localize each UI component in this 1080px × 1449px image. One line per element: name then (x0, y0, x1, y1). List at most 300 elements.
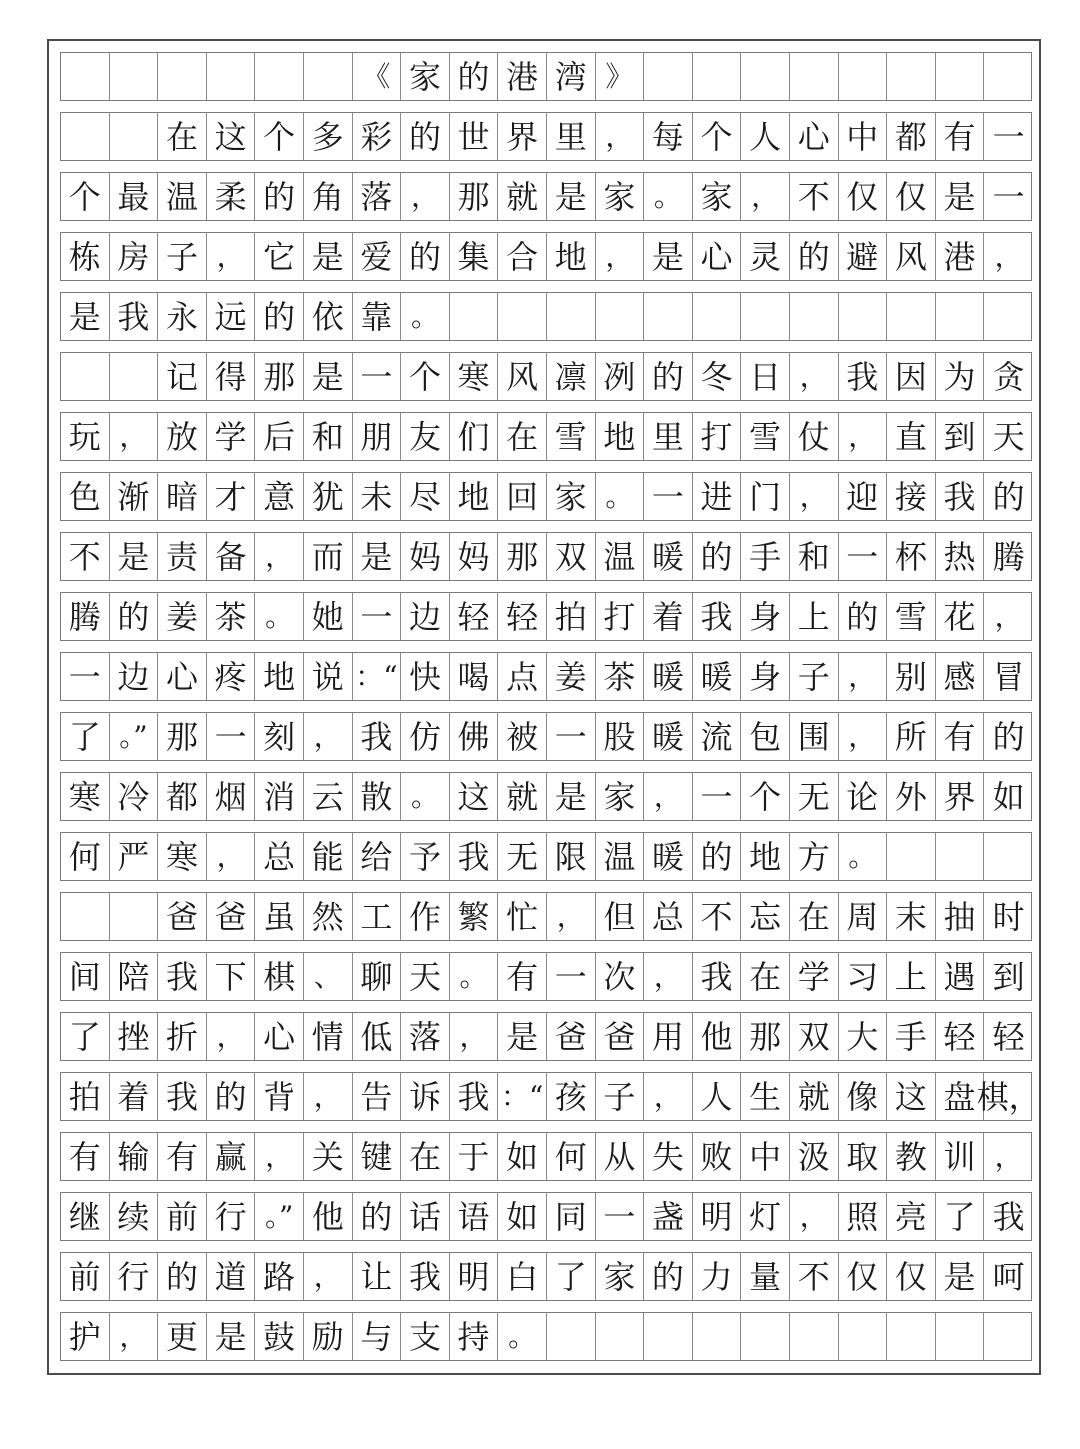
grid-cell: 玩 (61, 413, 110, 460)
grid-cell: 贪 (992, 357, 1025, 396)
grid-cell: 家 (547, 473, 596, 520)
grid-cell: 直 (887, 413, 936, 460)
grid-cell: 寒 (450, 353, 499, 400)
grid-cell: 妈 (401, 533, 450, 580)
grid-cell (110, 53, 159, 100)
grid-cell: 有 (61, 1133, 110, 1180)
grid-cell: 是 (304, 233, 353, 280)
grid-cell: 聊 (353, 953, 402, 1000)
grid-cell: 冷 (110, 773, 159, 820)
grid-cell: 何 (547, 1133, 596, 1180)
grid-cell: 不 (790, 1253, 839, 1300)
grid-cell: 刻 (255, 713, 304, 760)
grid-cell: 虽 (255, 893, 304, 940)
grid-cell: ， (207, 233, 256, 280)
grid-cell: 柔 (207, 173, 256, 220)
grid-cell (984, 53, 1033, 100)
grid-cell: ， (644, 773, 693, 820)
grid-cell: 了 (547, 1253, 596, 1300)
grid-cell: 点 (498, 653, 547, 700)
grid-cell: 这 (450, 773, 499, 820)
grid-cell: 这 (207, 113, 256, 160)
grid-cell: 双 (547, 533, 596, 580)
grid-cell: 合 (498, 233, 547, 280)
grid-cell: 如 (992, 777, 1025, 816)
grid-row (60, 1132, 1032, 1181)
grid-cell: 暖 (644, 653, 693, 700)
grid-cell: 地 (450, 473, 499, 520)
grid-cell: 键 (353, 1133, 402, 1180)
grid-cell (158, 53, 207, 100)
grid-cell: 暖 (644, 533, 693, 580)
grid-cell (498, 293, 547, 340)
grid-row (60, 592, 1032, 641)
grid-cell: 杯 (887, 533, 936, 580)
grid-cell: 我 (693, 953, 742, 1000)
grid-cell: 忙 (498, 893, 547, 940)
grid-cell: 暖 (644, 713, 693, 760)
grid-row (60, 1192, 1032, 1241)
grid-cell: 人 (741, 113, 790, 160)
grid-cell (887, 293, 936, 340)
grid-cell (984, 1313, 1033, 1360)
grid-cell: 我 (450, 833, 499, 880)
grid-cell: ， (450, 1013, 499, 1060)
grid-cell: 意 (255, 473, 304, 520)
grid-cell: ， (644, 953, 693, 1000)
grid-cell: 无 (498, 833, 547, 880)
grid-cell: 世 (450, 113, 499, 160)
grid-row (60, 52, 1032, 101)
grid-cell: 子 (158, 233, 207, 280)
grid-cell: 盘 (936, 1073, 985, 1120)
grid-cell: 有 (936, 113, 985, 160)
grid-cell: 家 (596, 173, 645, 220)
grid-cell: 永 (158, 293, 207, 340)
grid-cell: 的 (255, 293, 304, 340)
grid-cell: 才 (207, 473, 256, 520)
grid-cell (936, 1313, 985, 1360)
grid-cell: 身 (741, 593, 790, 640)
grid-cell: 道 (207, 1253, 256, 1300)
grid-cell: 日 (741, 353, 790, 400)
grid-cell: 拍 (547, 593, 596, 640)
grid-cell: 学 (790, 953, 839, 1000)
grid-cell: 家 (693, 173, 742, 220)
grid-cell: 被 (498, 713, 547, 760)
grid-cell: ：“ (353, 653, 402, 700)
grid-cell: 大 (839, 1013, 888, 1060)
grid-cell: 的 (158, 1253, 207, 1300)
grid-cell: 的 (401, 233, 450, 280)
grid-cell: 不 (61, 533, 110, 580)
grid-cell: 里 (644, 413, 693, 460)
grid-cell: 如 (498, 1193, 547, 1240)
grid-row (60, 1312, 1032, 1361)
grid-cell: 总 (644, 893, 693, 940)
grid-cell: 港 (498, 53, 547, 100)
grid-cell: 地 (255, 653, 304, 700)
grid-cell (741, 53, 790, 100)
grid-row (60, 532, 1032, 581)
grid-cell: 的 (839, 593, 888, 640)
grid-cell: 在 (498, 413, 547, 460)
grid-cell (741, 1313, 790, 1360)
grid-cell: 那 (498, 533, 547, 580)
grid-cell: 的 (255, 173, 304, 220)
grid-row (60, 772, 1032, 821)
grid-cell: 学 (207, 413, 256, 460)
grid-cell: 后 (255, 413, 304, 460)
grid-cell: 何 (61, 833, 110, 880)
grid-cell: 那 (450, 173, 499, 220)
grid-cell: 一 (644, 473, 693, 520)
grid-cell: 更 (158, 1313, 207, 1360)
grid-cell: 一 (547, 953, 596, 1000)
grid-cell: 雪 (887, 593, 936, 640)
grid-cell: 我 (401, 1253, 450, 1300)
grid-cell: 背 (255, 1073, 304, 1120)
grid-cell: 周 (839, 893, 888, 940)
grid-row (60, 472, 1032, 521)
grid-cell: 在 (158, 113, 207, 160)
grid-cell: 天 (992, 417, 1025, 456)
grid-cell: 风 (887, 233, 936, 280)
grid-cell: 风 (498, 353, 547, 400)
grid-cell: 落 (353, 173, 402, 220)
grid-cell: 仗 (790, 413, 839, 460)
grid-cell: 失 (644, 1133, 693, 1180)
grid-cell: 的 (450, 53, 499, 100)
grid-cell: 力 (693, 1253, 742, 1300)
grid-cell: 仅 (839, 173, 888, 220)
grid-cell: 湾 (547, 53, 596, 100)
grid-cell: 仅 (887, 1253, 936, 1300)
grid-cell: 多 (304, 113, 353, 160)
grid-cell: 栋 (61, 233, 110, 280)
grid-cell: 。 (644, 173, 693, 220)
grid-cell (644, 1313, 693, 1360)
grid-cell: 爸 (207, 893, 256, 940)
grid-cell: 放 (158, 413, 207, 460)
grid-cell: 心 (693, 233, 742, 280)
grid-cell: 灵 (741, 233, 790, 280)
grid-cell (790, 1313, 839, 1360)
grid-cell: 一 (207, 713, 256, 760)
grid-cell: 用 (644, 1013, 693, 1060)
grid-cell (839, 53, 888, 100)
grid-cell: 暖 (693, 653, 742, 700)
grid-cell (790, 53, 839, 100)
grid-cell (450, 293, 499, 340)
grid-cell: 。 (498, 1313, 547, 1360)
grid-cell: ， (207, 1013, 256, 1060)
grid-row (60, 352, 1032, 401)
grid-cell: 天 (401, 953, 450, 1000)
grid-cell: 赢 (207, 1133, 256, 1180)
grid-cell: 是 (207, 1313, 256, 1360)
grid-cell: 盏 (644, 1193, 693, 1240)
grid-cell: 路 (255, 1253, 304, 1300)
grid-cell: 尽 (401, 473, 450, 520)
grid-cell: 挫 (110, 1013, 159, 1060)
grid-cell: 下 (207, 953, 256, 1000)
grid-cell: 给 (353, 833, 402, 880)
grid-cell (644, 293, 693, 340)
grid-cell: 得 (207, 353, 256, 400)
grid-cell: 有 (498, 953, 547, 1000)
grid-cell: 语 (450, 1193, 499, 1240)
grid-cell: 仿 (401, 713, 450, 760)
grid-cell: 。 (839, 833, 888, 880)
grid-cell: 明 (693, 1193, 742, 1240)
grid-cell: 个 (401, 353, 450, 400)
grid-cell: 明 (450, 1253, 499, 1300)
grid-cell (61, 893, 110, 940)
grid-cell: 到 (936, 413, 985, 460)
grid-cell: 无 (790, 773, 839, 820)
grid-cell: 散 (353, 773, 402, 820)
grid-cell: 爱 (353, 233, 402, 280)
grid-cell: 他 (304, 1193, 353, 1240)
grid-cell: ， (741, 173, 790, 220)
grid-cell: 像 (839, 1073, 888, 1120)
grid-cell: 中 (839, 113, 888, 160)
grid-cell: ， (304, 1253, 353, 1300)
grid-cell: 从 (596, 1133, 645, 1180)
grid-cell: 我 (353, 713, 402, 760)
grid-cell: 限 (547, 833, 596, 880)
grid-cell: ， (994, 1139, 1023, 1173)
grid-cell: 的 (110, 593, 159, 640)
grid-row (60, 1072, 1041, 1121)
grid-cell: 的 (693, 833, 742, 880)
grid-cell: 一 (61, 653, 110, 700)
grid-cell: 。 (401, 773, 450, 820)
grid-cell: 们 (450, 413, 499, 460)
grid-row (60, 1252, 1032, 1301)
grid-cell: 迎 (839, 473, 888, 520)
grid-cell: 友 (401, 413, 450, 460)
grid-cell: 雪 (547, 413, 596, 460)
grid-cell: 着 (644, 593, 693, 640)
grid-cell: 在 (741, 953, 790, 1000)
grid-cell: 烟 (207, 773, 256, 820)
grid-row (60, 412, 1032, 461)
grid-cell: 关 (304, 1133, 353, 1180)
grid-cell: 同 (547, 1193, 596, 1240)
grid-cell: 末 (887, 893, 936, 940)
grid-cell: 爸 (158, 893, 207, 940)
grid-cell: 的 (644, 353, 693, 400)
grid-cell: 我 (693, 593, 742, 640)
grid-cell: 边 (110, 653, 159, 700)
grid-cell: ， (207, 833, 256, 880)
grid-cell: ， (790, 1193, 839, 1240)
grid-cell: ， (596, 113, 645, 160)
grid-cell: 了 (936, 1193, 985, 1240)
grid-cell: 轻 (992, 1017, 1025, 1056)
grid-cell: 疼 (207, 653, 256, 700)
grid-cell: 凛 (547, 353, 596, 400)
grid-cell: 快 (401, 653, 450, 700)
grid-cell: 能 (304, 833, 353, 880)
grid-cell: 人 (693, 1073, 742, 1120)
grid-row (60, 292, 1032, 341)
grid-cell: 色 (61, 473, 110, 520)
grid-cell: 妈 (450, 533, 499, 580)
grid-cell: 彩 (353, 113, 402, 160)
grid-cell: 双 (790, 1013, 839, 1060)
grid-cell: ， (790, 353, 839, 400)
grid-cell: 上 (887, 953, 936, 1000)
grid-cell: 、 (304, 953, 353, 1000)
grid-cell: 茶 (207, 593, 256, 640)
grid-cell: 手 (741, 533, 790, 580)
grid-cell (936, 833, 985, 880)
grid-cell: 家 (596, 1253, 645, 1300)
grid-cell: 让 (353, 1253, 402, 1300)
grid-cell: 忘 (741, 893, 790, 940)
grid-cell: 亮 (887, 1193, 936, 1240)
grid-cell (547, 293, 596, 340)
grid-cell: 棋 (255, 953, 304, 1000)
grid-cell: 在 (401, 1133, 450, 1180)
grid-cell: ， (839, 653, 888, 700)
grid-row (60, 172, 1032, 221)
grid-cell: 工 (353, 893, 402, 940)
grid-cell (304, 53, 353, 100)
grid-cell: 心 (255, 1013, 304, 1060)
grid-cell: 诉 (401, 1073, 450, 1120)
grid-cell: 的 (401, 113, 450, 160)
grid-cell: 里 (547, 113, 596, 160)
grid-cell: 这 (887, 1073, 936, 1120)
grid-cell: 为 (936, 353, 985, 400)
grid-cell: 责 (158, 533, 207, 580)
grid-cell: 前 (158, 1193, 207, 1240)
grid-cell: 记 (158, 353, 207, 400)
grid-cell: 续 (110, 1193, 159, 1240)
grid-cell: 心 (158, 653, 207, 700)
grid-cell: 港 (936, 233, 985, 280)
grid-cell (887, 833, 936, 880)
grid-cell: 说 (304, 653, 353, 700)
grid-cell: 》 (596, 53, 645, 100)
grid-cell: 是 (547, 773, 596, 820)
grid-cell: 的 (644, 1253, 693, 1300)
grid-cell (207, 53, 256, 100)
grid-cell (984, 833, 1033, 880)
grid-cell: 子 (790, 653, 839, 700)
grid-cell: 《 (353, 53, 402, 100)
grid-cell: 鼓 (255, 1313, 304, 1360)
grid-cell: 灯 (741, 1193, 790, 1240)
grid-cell: 低 (353, 1013, 402, 1060)
grid-cell: 是 (936, 173, 985, 220)
grid-cell: 就 (498, 773, 547, 820)
grid-cell: 因 (887, 353, 936, 400)
grid-cell: 遇 (936, 953, 985, 1000)
grid-cell: 是 (61, 293, 110, 340)
grid-cell: 花 (936, 593, 985, 640)
grid-cell (693, 53, 742, 100)
grid-cell: 那 (158, 713, 207, 760)
grid-cell: 茶 (596, 653, 645, 700)
grid-cell: 集 (450, 233, 499, 280)
grid-cell: 折 (158, 1013, 207, 1060)
grid-cell: 个 (255, 113, 304, 160)
grid-cell: 落 (401, 1013, 450, 1060)
grid-cell: 拍 (61, 1073, 110, 1120)
grid-cell: 姜 (547, 653, 596, 700)
grid-cell: 轻 (498, 593, 547, 640)
grid-cell: 仅 (887, 173, 936, 220)
grid-cell: 支 (401, 1313, 450, 1360)
grid-cell: 雪 (741, 413, 790, 460)
grid-row (60, 952, 1032, 1001)
grid-cell: 所 (887, 713, 936, 760)
grid-cell: 接 (887, 473, 936, 520)
grid-cell (110, 113, 159, 160)
grid-cell: ， (255, 533, 304, 580)
grid-cell: 论 (839, 773, 888, 820)
grid-cell: 一 (992, 177, 1025, 216)
grid-cell: 手 (887, 1013, 936, 1060)
grid-cell: 轻 (450, 593, 499, 640)
grid-cell: 然 (304, 893, 353, 940)
grid-cell: 。” (255, 1193, 304, 1240)
grid-cell: 与 (353, 1313, 402, 1360)
grid-cell: 都 (158, 773, 207, 820)
grid-cell: 输 (110, 1133, 159, 1180)
grid-cell: 和 (790, 533, 839, 580)
grid-cell: 汲 (790, 1133, 839, 1180)
grid-cell: ， (401, 173, 450, 220)
grid-cell (693, 1313, 742, 1360)
grid-cell: 腾 (992, 537, 1025, 576)
grid-cell: 温 (158, 173, 207, 220)
grid-cell: 爸 (547, 1013, 596, 1060)
grid-cell: 是 (353, 533, 402, 580)
grid-cell: 犹 (304, 473, 353, 520)
grid-cell: 暗 (158, 473, 207, 520)
grid-cell: 个 (61, 173, 110, 220)
grid-cell (61, 353, 110, 400)
grid-cell: 家 (596, 773, 645, 820)
grid-row (60, 1012, 1032, 1061)
grid-cell: 地 (547, 233, 596, 280)
grid-cell: 就 (790, 1073, 839, 1120)
grid-cell: 备 (207, 533, 256, 580)
grid-row (60, 232, 1032, 281)
grid-cell: ， (596, 233, 645, 280)
grid-cell: 告 (353, 1073, 402, 1120)
grid-cell: 我 (110, 293, 159, 340)
grid-cell: 的 (992, 717, 1025, 756)
grid-cell: 我 (158, 953, 207, 1000)
grid-cell: 于 (450, 1133, 499, 1180)
grid-cell (255, 53, 304, 100)
grid-cell: 地 (741, 833, 790, 880)
grid-row (60, 832, 1032, 881)
grid-cell: ， (547, 893, 596, 940)
grid-cell: 。 (255, 593, 304, 640)
grid-cell: 进 (693, 473, 742, 520)
grid-row (60, 652, 1032, 701)
grid-cell: 一 (353, 353, 402, 400)
grid-cell (644, 53, 693, 100)
